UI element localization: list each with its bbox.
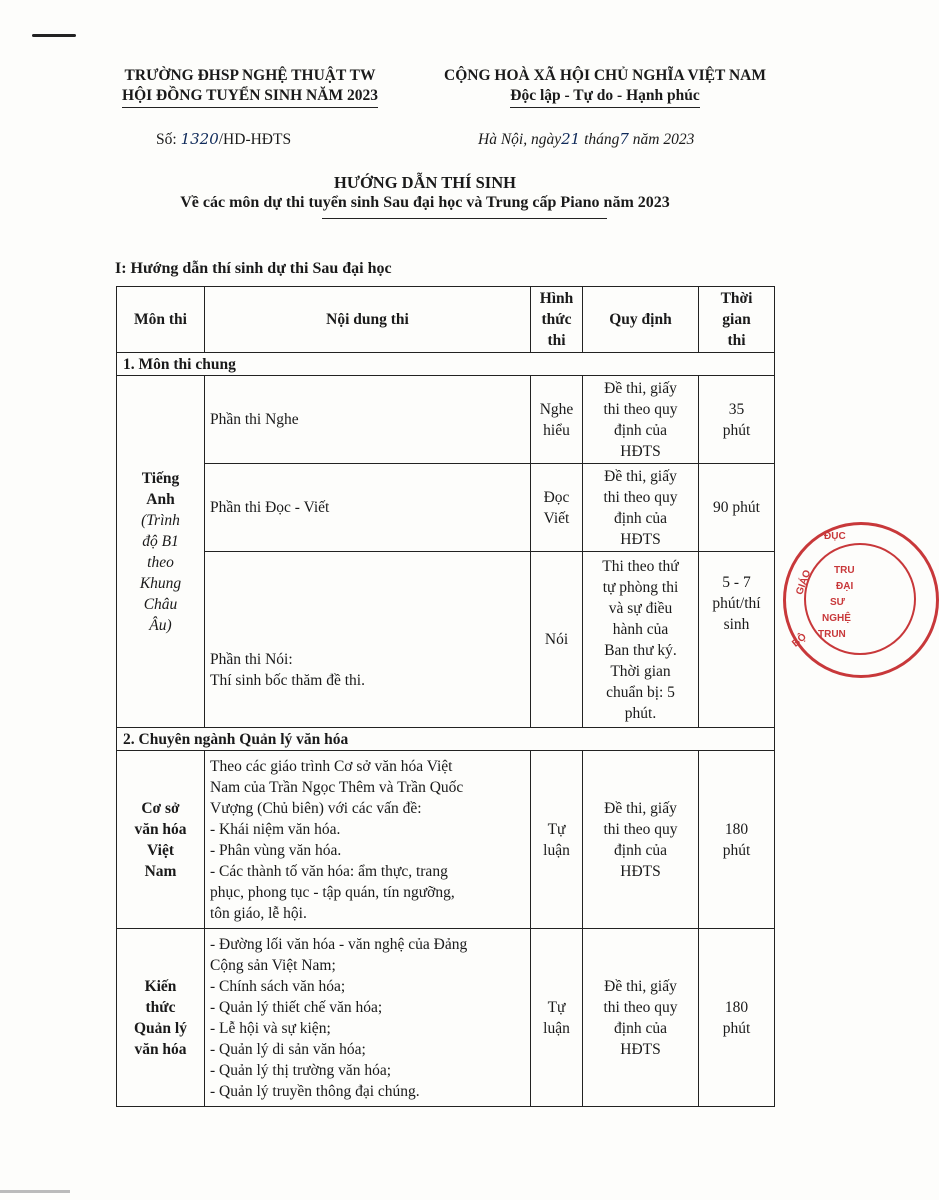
rule-cell: Thi theo thứ tự phòng thi và sự điều hành của Ban thư ký. Thời gian chuẩn bị: 5 phút. <box>583 552 699 728</box>
time-cell: 5 - 7 phút/thí sinh <box>699 552 775 728</box>
table-row <box>117 929 775 1107</box>
form-cell: Nghe hiểu <box>531 376 583 464</box>
issuer-council: HỘI ĐỒNG TUYỂN SINH NĂM 2023 <box>122 86 378 108</box>
time-cell: 90 phút <box>699 464 775 552</box>
national-header <box>420 66 790 108</box>
content-cell: Phần thi Nói: Thí sinh bốc thăm đề thi. <box>205 552 531 728</box>
rule-cell: Đề thi, giấy thi theo quy định của HĐTS <box>583 751 699 929</box>
document-title: HƯỚNG DẪN THÍ SINH <box>334 173 516 192</box>
document-number: Số: 1320/HD-HĐTS <box>156 130 292 148</box>
exam-table <box>116 286 775 1107</box>
subject-english: Tiếng Anh (Trình độ B1 theo Khung Châu Âu) <box>117 376 205 728</box>
handwritten-day: 21 <box>561 130 581 148</box>
header-content: Nội dung thi <box>205 287 531 353</box>
rule-cell: Đề thi, giấy thi theo quy định của HĐTS <box>583 376 699 464</box>
table-row <box>117 552 775 728</box>
section-heading: I: Hướng dẫn thí sinh dự thi Sau đại học <box>115 260 392 277</box>
form-cell: Nói <box>531 552 583 728</box>
national-title: CỘNG HOÀ XÃ HỘI CHỦ NGHĨA VIỆT NAM <box>444 67 766 84</box>
national-motto: Độc lập - Tự do - Hạnh phúc <box>510 86 699 108</box>
scan-mark <box>32 34 76 37</box>
time-cell: 180 phút <box>699 929 775 1107</box>
issuer-header <box>100 66 400 108</box>
group-row: 2. Chuyên ngành Quản lý văn hóa <box>117 728 775 751</box>
document-date: Hà Nội, ngày21 tháng7 năm 2023 <box>478 130 695 148</box>
red-seal-stamp: ĐỤC TRU ĐẠI SƯ NGHỆ TRUN GIÁO BỘ <box>783 522 939 678</box>
subject-culture-management: Kiến thức Quản lý văn hóa <box>117 929 205 1107</box>
table-row <box>117 464 775 552</box>
subtitle-underline <box>322 218 607 219</box>
form-cell: Tự luận <box>531 929 583 1107</box>
content-cell: Theo các giáo trình Cơ sở văn hóa Việt Nam của Trần Ngọc Thêm và Trần Quốc Vượng (Chủ biên) với các vấn đề: - Khái niệm văn hóa. - Phân vùng văn hóa. - Các thành tố văn hóa: ẩm thực, trang phục, phong tục - tập quán, tín ngưỡng, tôn giáo, lễ hội. <box>205 751 531 929</box>
rule-cell: Đề thi, giấy thi theo quy định của HĐTS <box>583 929 699 1107</box>
header-rule: Quy định <box>583 287 699 353</box>
form-cell: Tự luận <box>531 751 583 929</box>
subject-culture-basics: Cơ sở văn hóa Việt Nam <box>117 751 205 929</box>
content-cell: - Đường lối văn hóa - văn nghệ của Đảng Cộng sản Việt Nam; - Chính sách văn hóa; - Quản lý thiết chế văn hóa; - Lễ hội và sự kiện; - Quản lý di sản văn hóa; - Quản lý thị trường văn hóa; - Quản lý truyền thông đại chúng. <box>205 929 531 1107</box>
handwritten-month: 7 <box>619 130 629 148</box>
time-cell: 35 phút <box>699 376 775 464</box>
issuer-school: TRƯỜNG ĐHSP NGHỆ THUẬT TW <box>124 67 376 84</box>
header-subject: Môn thi <box>117 287 205 353</box>
content-cell: Phần thi Đọc - Viết <box>205 464 531 552</box>
form-cell: Đọc Viết <box>531 464 583 552</box>
header-form: Hình thức thi <box>531 287 583 353</box>
table-row <box>117 751 775 929</box>
content-cell: Phần thi Nghe <box>205 376 531 464</box>
rule-cell: Đề thi, giấy thi theo quy định của HĐTS <box>583 464 699 552</box>
header-time: Thời gian thi <box>699 287 775 353</box>
handwritten-number: 1320 <box>180 130 219 148</box>
group-row: 1. Môn thi chung <box>117 353 775 376</box>
time-cell: 180 phút <box>699 751 775 929</box>
table-header-row <box>117 287 775 353</box>
table-row <box>117 376 775 464</box>
document-subtitle: Về các môn dự thi tuyển sinh Sau đại học và Trung cấp Piano năm 2023 <box>180 194 670 211</box>
scan-edge <box>0 1190 70 1193</box>
